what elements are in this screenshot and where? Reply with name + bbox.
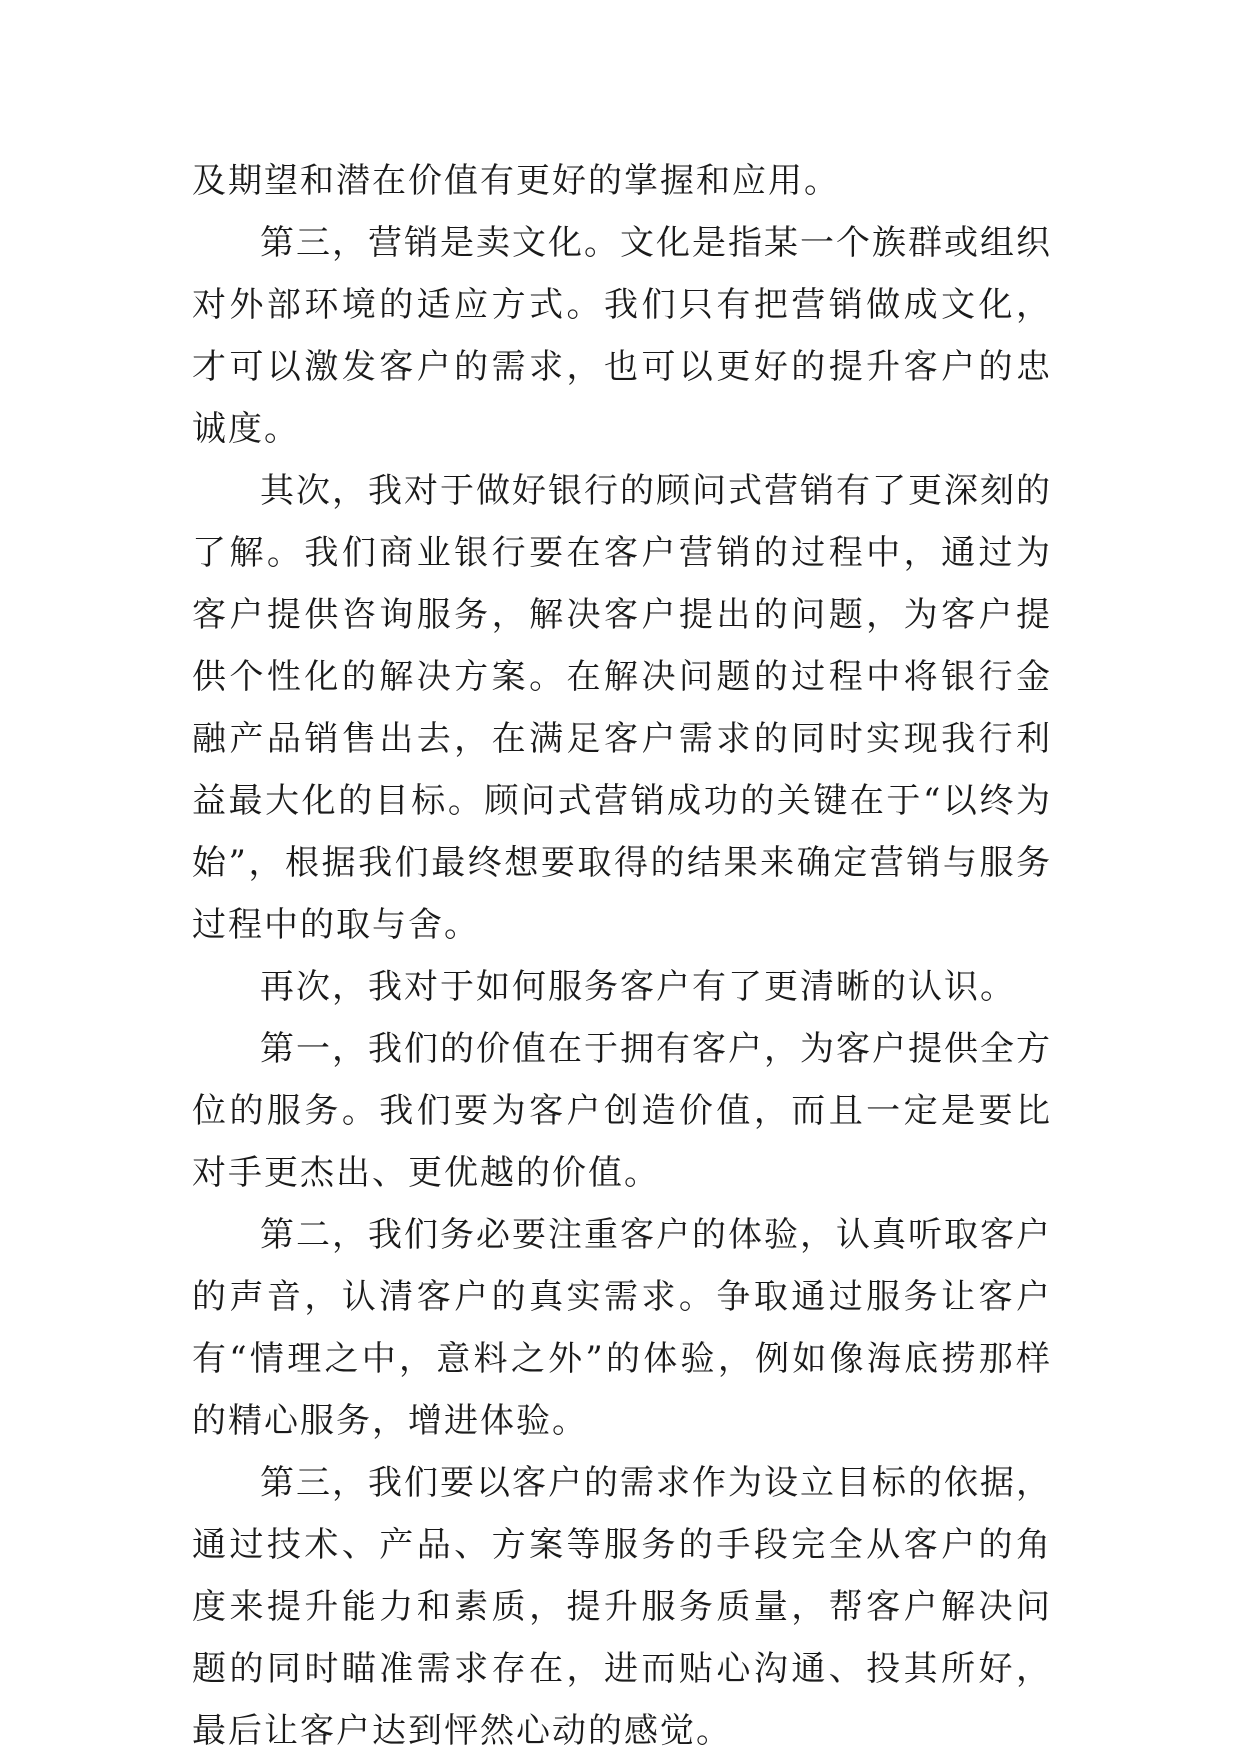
paragraph-6: 第二，我们务必要注重客户的体验，认真听取客户的声音，认清客户的真实需求。争取通过服务让客户有“情理之中，意料之外”的体验，例如像海底捞那样的精心服务，增进体验。 [192,1215,1052,1441]
body-text [192,150,1052,1762]
paragraph-7: 第三，我们要以客户的需求作为设立目标的依据，通过技术、产品、方案等服务的手段完全从客户的角度来提升能力和素质，提升服务质量，帮客户解决问题的同时瞄准需求存在，进而贴心沟通、投其所好，最后让客户达到怦然心动的感觉。 [192,1463,1052,1751]
paragraph-4: 再次，我对于如何服务客户有了更清晰的认识。 [260,967,1016,1007]
paragraph-3: 其次，我对于做好银行的顾问式营销有了更深刻的了解。我们商业银行要在客户营销的过程中，通过为客户提供咨询服务，解决客户提出的问题，为客户提供个性化的解决方案。在解决问题的过程中将银行金融产品销售出去，在满足客户需求的同时实现我行利益最大化的目标。顾问式营销成功的关键在于“以终为始”，根据我们最终想要取得的结果来确定营销与服务过程中的取与舍。 [192,471,1052,945]
paragraph-2: 第三，营销是卖文化。文化是指某一个族群或组织对外部环境的适应方式。我们只有把营销做成文化，才可以激发客户的需求，也可以更好的提升客户的忠诚度。 [192,223,1052,449]
paragraph-5: 第一，我们的价值在于拥有客户，为客户提供全方位的服务。我们要为客户创造价值，而且一定是要比对手更杰出、更优越的价值。 [192,1029,1052,1193]
paragraph-1: 及期望和潜在价值有更好的掌握和应用。 [192,161,840,201]
